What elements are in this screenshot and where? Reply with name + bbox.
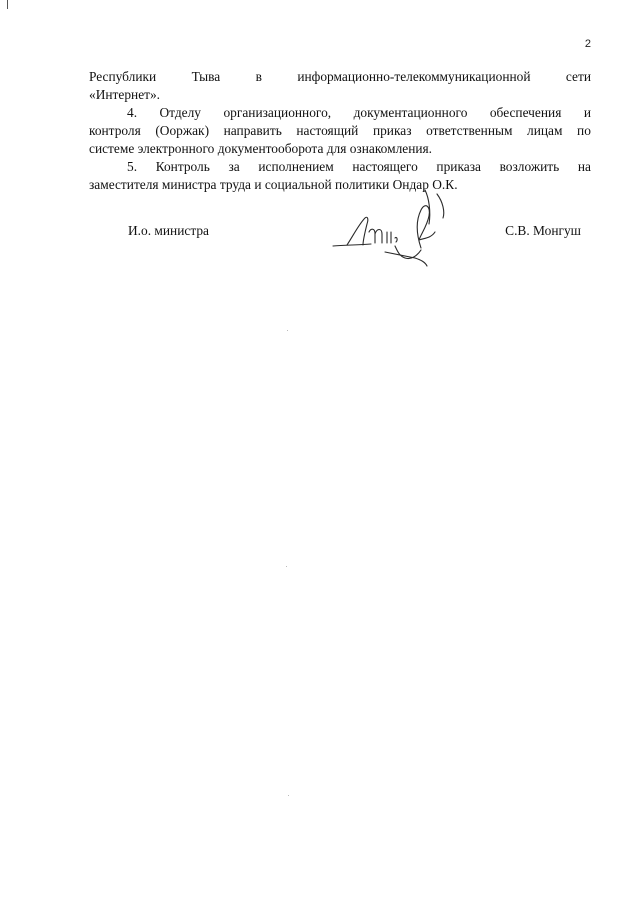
word: контроля — [89, 123, 141, 138]
paragraph-5-line — [89, 158, 591, 176]
word: направить — [223, 123, 282, 138]
word: (Ооржак) — [155, 123, 210, 138]
word: Республики — [89, 69, 157, 84]
word: Тыва — [191, 69, 221, 84]
paragraph-5-line: заместителя министра труда и социальной политики Ондар О.К. — [89, 177, 458, 192]
word: информационно-телекоммуникационной — [297, 69, 531, 84]
word: на — [577, 159, 591, 174]
word: настоящего — [352, 159, 418, 174]
word: возложить — [499, 159, 560, 174]
word: лицам — [527, 123, 563, 138]
scan-speck — [288, 795, 289, 796]
document-body — [89, 68, 591, 194]
word: 5. — [127, 159, 138, 174]
paragraph-4-line: системе электронного документооборота для ознакомления. — [89, 141, 433, 156]
word: в — [255, 69, 262, 84]
word: ответственным — [426, 123, 513, 138]
word: организационного, — [223, 105, 332, 120]
word: Контроль — [155, 159, 210, 174]
word: сети — [565, 69, 591, 84]
word: 4. — [127, 105, 138, 120]
page-number: 2 — [584, 38, 591, 50]
scan-speck — [287, 330, 288, 331]
scan-speck — [286, 566, 287, 567]
paragraph-line: «Интернет». — [89, 87, 161, 102]
word: исполнением — [258, 159, 334, 174]
word: настоящий — [296, 123, 359, 138]
word: документационного — [353, 105, 468, 120]
handwritten-signature — [325, 188, 455, 270]
word: Отделу — [159, 105, 201, 120]
word: приказа — [436, 159, 481, 174]
paragraph-4-line — [89, 122, 591, 140]
word: и — [583, 105, 591, 120]
signature-block — [0, 213, 639, 273]
word: приказ — [372, 123, 412, 138]
paragraph-line — [89, 68, 591, 86]
word: обеспечения — [489, 105, 562, 120]
signatory-title: И.о. министра — [128, 223, 209, 238]
scan-corner-mark — [7, 0, 8, 9]
paragraph-4-line — [89, 104, 591, 122]
word: за — [228, 159, 240, 174]
word: по — [577, 123, 591, 138]
signatory-name: С.В. Монгуш — [505, 223, 581, 238]
